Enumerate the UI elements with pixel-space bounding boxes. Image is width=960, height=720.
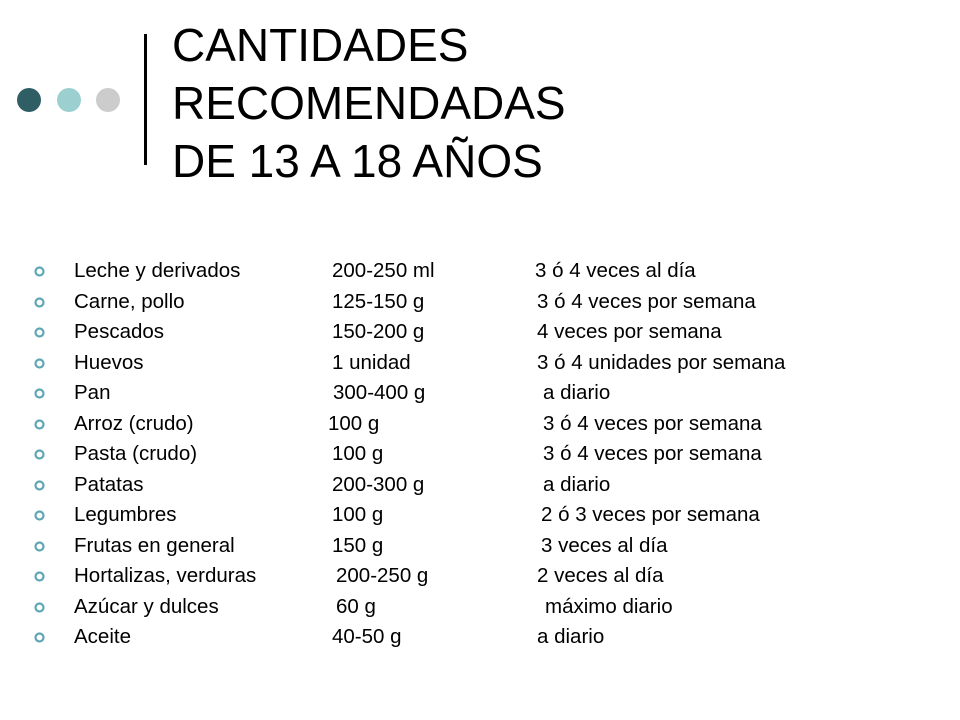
ring-bullet-icon xyxy=(34,266,45,277)
decorative-dot-gray xyxy=(96,88,120,112)
food-name: Pasta (crudo) xyxy=(74,442,198,465)
food-name: Frutas en general xyxy=(74,533,235,557)
slide-title xyxy=(172,16,566,190)
food-name: Pescados xyxy=(74,320,165,343)
title-line: CANTIDADES xyxy=(172,19,469,71)
list-item xyxy=(0,561,960,591)
food-amount: 1 unidad xyxy=(332,350,411,374)
food-amount: 125-150 g xyxy=(332,289,425,313)
list-item xyxy=(0,531,960,561)
food-name: Hortalizas, verduras xyxy=(74,564,257,587)
food-name: Patatas xyxy=(74,472,144,496)
food-name: Leche y derivados xyxy=(74,259,241,282)
food-name: Pan xyxy=(74,381,111,404)
list-item xyxy=(0,317,960,347)
food-amount: 100 g xyxy=(332,503,384,526)
food-frequency: a diario xyxy=(543,472,611,496)
title-line: RECOMENDADAS xyxy=(172,77,566,129)
food-frequency: 3 ó 4 veces por semana xyxy=(543,411,762,435)
food-amount: 200-250 g xyxy=(336,564,429,587)
food-frequency: 3 veces al día xyxy=(541,533,668,557)
ring-bullet-icon xyxy=(34,571,45,582)
food-amount: 60 g xyxy=(336,594,376,618)
food-name: Arroz (crudo) xyxy=(74,411,194,435)
food-amount: 150 g xyxy=(332,533,384,557)
food-frequency: 3 ó 4 veces al día xyxy=(535,259,696,282)
ring-bullet-icon xyxy=(34,358,45,369)
food-name: Aceite xyxy=(74,625,131,648)
ring-bullet-icon xyxy=(34,449,45,460)
list-item xyxy=(0,592,960,622)
food-frequency: 2 veces al día xyxy=(537,564,664,587)
food-name: Azúcar y dulces xyxy=(74,594,219,618)
list-item xyxy=(0,256,960,286)
list-item xyxy=(0,622,960,652)
food-amount: 100 g xyxy=(328,411,380,435)
food-amount: 150-200 g xyxy=(332,320,425,343)
list-item xyxy=(0,439,960,469)
decorative-dot-dark xyxy=(17,88,41,112)
list-item xyxy=(0,409,960,439)
food-amount: 200-300 g xyxy=(332,472,425,496)
ring-bullet-icon xyxy=(34,297,45,308)
food-amount: 300-400 g xyxy=(333,381,426,404)
list-item xyxy=(0,378,960,408)
food-frequency: máximo diario xyxy=(545,594,673,618)
title-line: DE 13 A 18 AÑOS xyxy=(172,135,543,187)
ring-bullet-icon xyxy=(34,602,45,613)
ring-bullet-icon xyxy=(34,388,45,399)
list-item xyxy=(0,287,960,317)
ring-bullet-icon xyxy=(34,632,45,643)
ring-bullet-icon xyxy=(34,327,45,338)
food-frequency: 3 ó 4 veces por semana xyxy=(537,289,756,313)
title-divider xyxy=(144,34,147,165)
food-amount: 200-250 ml xyxy=(332,259,435,282)
list-item xyxy=(0,500,960,530)
food-amount: 100 g xyxy=(332,442,384,465)
food-frequency: a diario xyxy=(537,625,605,648)
list-item xyxy=(0,348,960,378)
food-name: Carne, pollo xyxy=(74,289,185,313)
food-frequency: a diario xyxy=(543,381,611,404)
ring-bullet-icon xyxy=(34,480,45,491)
food-frequency: 2 ó 3 veces por semana xyxy=(541,503,760,526)
ring-bullet-icon xyxy=(34,541,45,552)
ring-bullet-icon xyxy=(34,510,45,521)
food-frequency: 3 ó 4 veces por semana xyxy=(543,442,762,465)
food-frequency: 3 ó 4 unidades por semana xyxy=(537,350,786,374)
food-frequency: 4 veces por semana xyxy=(537,320,722,343)
list-item xyxy=(0,470,960,500)
food-amount: 40-50 g xyxy=(332,625,402,648)
food-name: Huevos xyxy=(74,350,144,374)
food-name: Legumbres xyxy=(74,503,177,526)
ring-bullet-icon xyxy=(34,419,45,430)
decorative-dot-teal xyxy=(57,88,81,112)
